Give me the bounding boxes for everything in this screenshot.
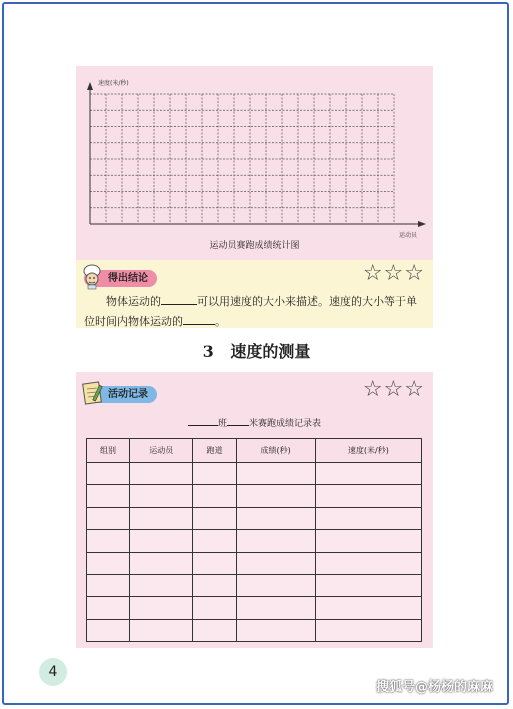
- col-header-athlete: 运动员: [130, 439, 193, 463]
- conclusion-text: [84, 292, 425, 332]
- distance-blank[interactable]: [227, 416, 249, 426]
- table-cell[interactable]: [130, 463, 193, 485]
- table-cell[interactable]: [193, 574, 236, 596]
- section-number: 3: [202, 342, 214, 361]
- table-cell[interactable]: [130, 619, 193, 641]
- table-cell[interactable]: [236, 597, 315, 619]
- table-cell[interactable]: [236, 507, 315, 529]
- table-cell[interactable]: [193, 463, 236, 485]
- table-body: [87, 463, 422, 642]
- activity-rating-stars[interactable]: ☆☆☆: [362, 377, 425, 402]
- answer-blank-1[interactable]: [161, 293, 197, 305]
- y-axis-arrow: [87, 82, 93, 90]
- table-row: [87, 530, 422, 552]
- conclusion-text-part2: 可以用速度的大小来描述。速度的大小等于单位时间内物体运动的: [84, 295, 417, 328]
- table-cell[interactable]: [315, 619, 421, 641]
- x-axis-label: 运动员: [398, 232, 417, 239]
- conclusion-badge-label: 得出结论: [108, 273, 148, 284]
- table-cell[interactable]: [87, 507, 130, 529]
- table-cell[interactable]: [193, 485, 236, 507]
- activity-panel: [76, 372, 433, 648]
- conclusion-text-part3: 。: [215, 315, 226, 328]
- table-cell[interactable]: [193, 619, 236, 641]
- conclusion-badge: [84, 270, 157, 287]
- table-cell[interactable]: [193, 552, 236, 574]
- table-row: [87, 552, 422, 574]
- table-cell[interactable]: [87, 574, 130, 596]
- table-cell[interactable]: [315, 597, 421, 619]
- table-cell[interactable]: [87, 597, 130, 619]
- table-cell[interactable]: [236, 463, 315, 485]
- page-number: 4: [39, 658, 67, 686]
- table-title-text: 米赛跑成绩记录表: [249, 419, 322, 429]
- answer-blank-2[interactable]: [183, 313, 215, 325]
- table-cell[interactable]: [193, 597, 236, 619]
- table-cell[interactable]: [87, 619, 130, 641]
- table-title-class: 班: [217, 419, 227, 429]
- table-row: [87, 597, 422, 619]
- table-row: [87, 507, 422, 529]
- table-cell[interactable]: [87, 463, 130, 485]
- section-title: 速度的测量: [230, 342, 311, 361]
- chef-icon: [80, 264, 104, 290]
- conclusion-text-part1: 物体运动的: [106, 295, 161, 308]
- x-axis-arrow: [418, 221, 426, 227]
- activity-badge: [84, 386, 157, 403]
- col-header-lane: 跑道: [193, 439, 236, 463]
- table-cell[interactable]: [193, 530, 236, 552]
- table-cell[interactable]: [236, 619, 315, 641]
- table-cell[interactable]: [315, 530, 421, 552]
- table-cell[interactable]: [193, 507, 236, 529]
- table-cell[interactable]: [236, 485, 315, 507]
- col-header-time: 成绩(秒): [236, 439, 315, 463]
- table-cell[interactable]: [130, 485, 193, 507]
- col-header-group: 组别: [87, 439, 130, 463]
- table-cell[interactable]: [87, 485, 130, 507]
- table-cell[interactable]: [130, 597, 193, 619]
- table-title: [76, 416, 433, 429]
- table-cell[interactable]: [315, 485, 421, 507]
- notebook-icon: [80, 380, 104, 406]
- section-heading: [0, 339, 513, 362]
- chart-caption: 运动员赛跑成绩统计图: [209, 241, 300, 251]
- class-blank[interactable]: [188, 416, 218, 426]
- chart-panel: [76, 66, 433, 260]
- table-cell[interactable]: [236, 530, 315, 552]
- watermark: 搜狐号@杨杨的麻麻: [375, 680, 493, 695]
- table-cell[interactable]: [130, 552, 193, 574]
- table-row: [87, 619, 422, 641]
- table-cell[interactable]: [315, 463, 421, 485]
- table-header-row: [87, 439, 422, 463]
- activity-badge-label: 活动记录: [108, 389, 148, 400]
- table-cell[interactable]: [130, 530, 193, 552]
- table-cell[interactable]: [236, 574, 315, 596]
- conclusion-panel: [76, 260, 433, 328]
- table-cell[interactable]: [315, 574, 421, 596]
- table-row: [87, 485, 422, 507]
- table-cell[interactable]: [87, 552, 130, 574]
- chart-grid: [90, 94, 394, 224]
- table-cell[interactable]: [315, 507, 421, 529]
- record-table: [86, 438, 422, 642]
- col-header-speed: 速度(米/秒): [315, 439, 421, 463]
- table-cell[interactable]: [130, 507, 193, 529]
- table-cell[interactable]: [130, 574, 193, 596]
- y-axis-label: 速度(米/秒): [98, 80, 129, 87]
- rating-stars[interactable]: ☆☆☆: [362, 261, 425, 286]
- table-row: [87, 463, 422, 485]
- table-cell[interactable]: [315, 552, 421, 574]
- table-cell[interactable]: [87, 530, 130, 552]
- grid-chart: [76, 66, 433, 260]
- table-cell[interactable]: [236, 552, 315, 574]
- table-row: [87, 574, 422, 596]
